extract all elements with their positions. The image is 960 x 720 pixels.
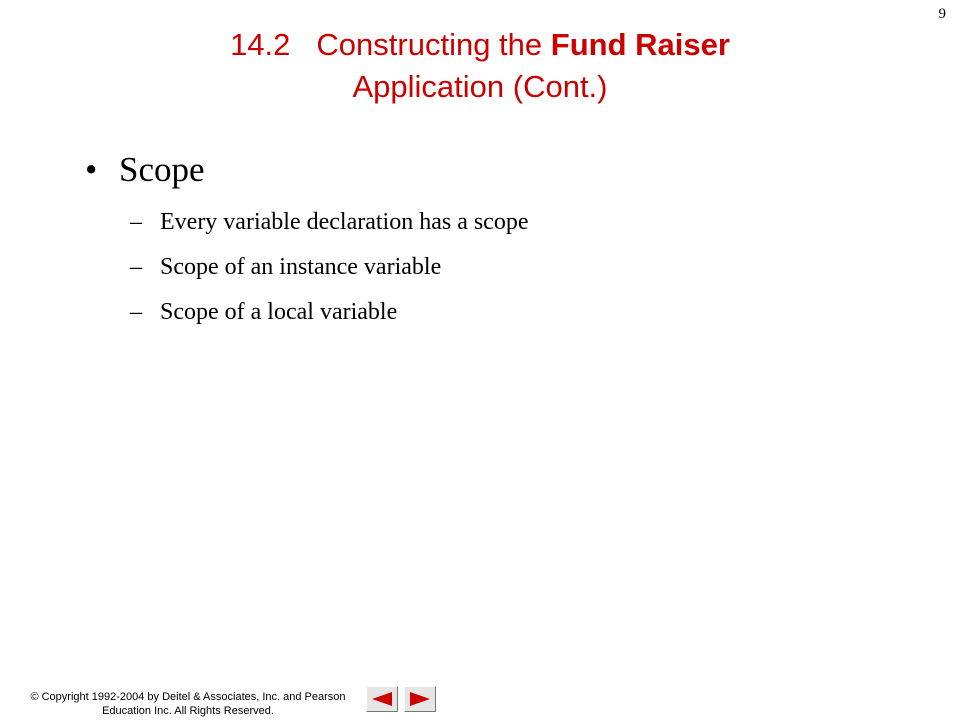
dash-icon: –: [130, 299, 142, 325]
copyright-footer: [18, 690, 358, 718]
arrow-left-icon: [371, 691, 393, 707]
previous-slide-button[interactable]: [366, 686, 398, 712]
dash-icon: –: [130, 209, 142, 235]
page-number: 9: [938, 6, 946, 22]
bullet-dot-icon: •: [85, 150, 98, 189]
slide-navigation: [366, 686, 436, 712]
sub-bullet-item: [130, 290, 528, 335]
main-bullet-text: Scope: [119, 150, 205, 189]
sub-bullet-text: Every variable declaration has a scope: [160, 209, 529, 235]
next-slide-button[interactable]: [404, 686, 436, 712]
sub-bullet-list: [130, 200, 528, 335]
sub-bullet-text: Scope of an instance variable: [160, 254, 442, 280]
main-bullet: [85, 150, 205, 190]
title-bold: Fund Raiser: [550, 27, 730, 62]
sub-bullet-text: Scope of a local variable: [160, 299, 398, 325]
dash-icon: –: [130, 254, 142, 280]
copyright-line-2: Education Inc. All Rights Reserved.: [102, 705, 274, 717]
slide-title: [0, 24, 960, 108]
sub-bullet-item: [130, 245, 528, 290]
copyright-line-1: © Copyright 1992-2004 by Deitel & Associates, Inc. and Pearson: [30, 691, 346, 703]
title-prefix: Constructing the: [316, 27, 543, 62]
title-line-1: [0, 24, 960, 66]
title-number: 14.2: [230, 27, 291, 62]
arrow-right-icon: [409, 691, 431, 707]
sub-bullet-item: [130, 200, 528, 245]
title-line-2: Application (Cont.): [352, 69, 608, 104]
